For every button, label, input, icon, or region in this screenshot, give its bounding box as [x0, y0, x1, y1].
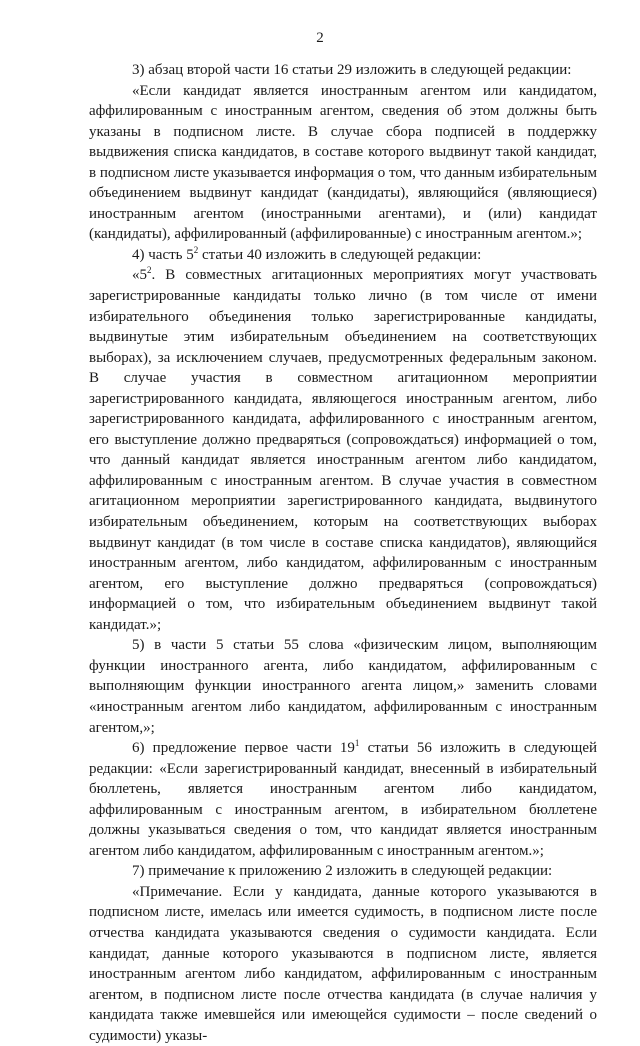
quote-5-2-text-end: . В совместных агитационных мероприятиях могут участвовать зарегистрированные кандидаты только лично (в том числе от имени избирательного объединения только зарегистрированные кандидаты, выдвинутые этим избирательным объединением на соответствующих выборах), за исключением случаев, предусмотренных федеральным законом. В случае участия в совместном агитационном мероприятии зарегистрированного кандидата, являющегося иностранным агентом, либо зарегистрированного кандидата, аффилированного с иностранным агентом, его выступление должно предваряться (сопровождаться) информацией о том, что данный кандидат является иностранным агентом либо кандидатом, аффилированным с иностранным агентом. В случае участия в совместном агитационном мероприятии зарегистрированного кандидата, выдвинутого избирательным объединением, которым на соответствующих выборах выдвинут кандидат (в том числе в составе списка кандидатов), являющийся иностранным агентом, либо кандидатом, аффилированным с иностранным агентом, его выступление должно предваряться (сопровождаться) информацией о том, что избирательным объединением выдвинут такой кандидат.»; — [89, 267, 597, 633]
item-4-superscript: 2 — [193, 244, 199, 255]
item-4-text-start: 4) часть 5 — [132, 246, 194, 263]
item-6-text-end: статьи 56 изложить в следующей редакции: «Если зарегистрированный кандидат, внесенный в избирательный бюллетень, является иностранным агентом либо кандидатом, аффилированным с иностранным агентом, в избирательном бюллетене должны указываться сведения о том, что кандидат является иностранным агентом либо кандидатом, аффилированным с иностранным агентом.»; — [89, 740, 597, 859]
paragraph-item-5: 5) в части 5 статьи 55 слова «физическим лицом, выполняющим функции иностранного агента, либо кандидатом, аффилированным с выполняющим функции иностранного агента лицом,» заменить словами «иностранным агентом либо кандидатом, аффилированным с иностранным агентом,»; — [89, 637, 597, 736]
paragraph-item-4 — [89, 245, 597, 266]
item-4-text-end: статьи 40 изложить в следующей редакции: — [198, 246, 482, 263]
paragraph-quote-note: «Примечание. Если у кандидата, данные которого указываются в подписном листе, имелась или имеется судимость, в подписном листе после отчества кандидата указываются сведения о судимости кандидата. Если кандидат, данные которого указываются в подписном листе, является иностранным агентом либо кандидатом, аффилированным с иностранным агентом, в подписном листе после отчества кандидата (в случае наличия у кандидата также имевшейся или имеющейся судимости – после сведений о судимости) указы- — [89, 883, 597, 1044]
quote-5-2-superscript: 2 — [147, 265, 152, 276]
paragraph-quote-part16-art29: «Если кандидат является иностранным агентом или кандидатом, аффилированным с иностранным агентом, сведения об этом должны быть указаны в подписном листе. В случае сбора подписей в поддержку выдвижения списка кандидатов, в составе которого выдвинут такой кандидат, в подписном листе указывается информация о том, что данным избирательным объединением выдвинут кандидат (кандидаты), являющийся (являющиеся) иностранным агентом (иностранными агентами), и (или) кандидат (кандидаты), аффилированный (аффилированные) с иностранным агентом.»; — [89, 82, 597, 243]
item-6-superscript: 1 — [354, 738, 360, 749]
paragraph-quote-part5-2-art40 — [89, 265, 597, 635]
paragraph-item-3: 3) абзац второй части 16 статьи 29 изложить в следующей редакции: — [132, 62, 572, 78]
paragraph-item-6 — [89, 738, 597, 861]
document-body — [89, 60, 597, 1046]
paragraph-item-7: 7) примечание к приложению 2 изложить в следующей редакции: — [132, 863, 553, 880]
item-6-text-start: 6) предложение первое части 19 — [132, 740, 355, 757]
quote-5-2-text-start: «5 — [132, 267, 147, 284]
page-number: 2 — [316, 30, 324, 46]
